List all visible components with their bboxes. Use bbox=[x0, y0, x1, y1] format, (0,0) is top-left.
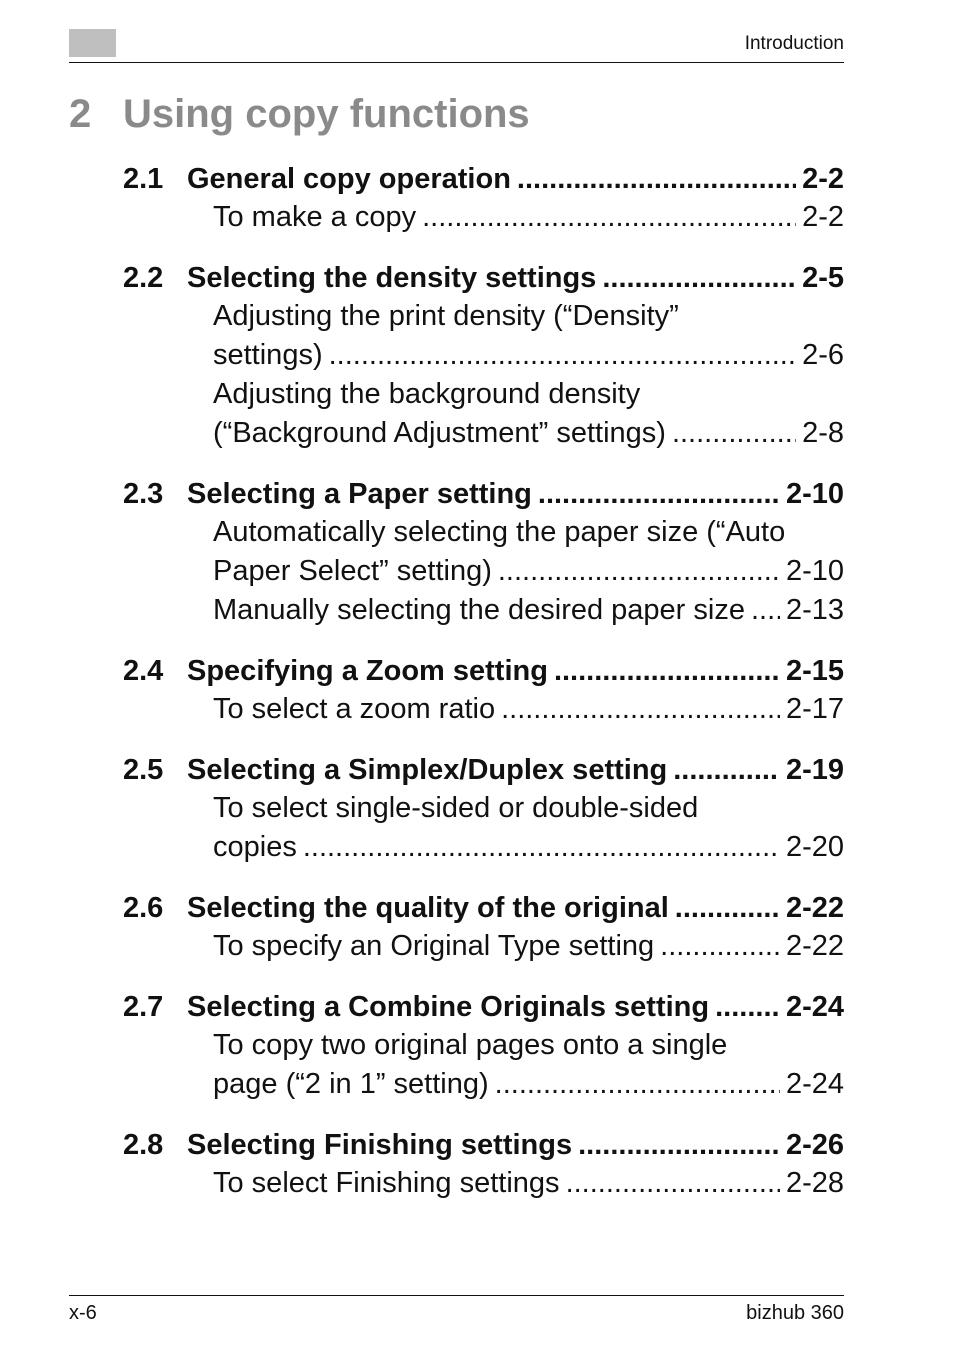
toc-subsection-list bbox=[213, 690, 844, 729]
dot-leader bbox=[602, 259, 796, 297]
toc-subsection-entry[interactable] bbox=[213, 297, 844, 375]
section-page: 2-22 bbox=[785, 892, 844, 924]
subsection-title: To make a copy bbox=[213, 201, 417, 233]
header-rule bbox=[69, 62, 844, 63]
section-number: 2.8 bbox=[123, 1129, 164, 1161]
dot-leader bbox=[578, 1126, 780, 1164]
subsection-row bbox=[213, 828, 844, 867]
section-title: Selecting the quality of the original bbox=[187, 892, 669, 924]
toc-subsection-entry[interactable] bbox=[213, 513, 844, 591]
toc-subsection-entry[interactable] bbox=[213, 591, 844, 630]
section-page: 2-24 bbox=[785, 991, 844, 1023]
toc-subsection-entry[interactable] bbox=[213, 789, 844, 867]
chapter-heading bbox=[69, 92, 530, 137]
toc-subsection-list bbox=[213, 198, 844, 237]
section-page: 2-15 bbox=[785, 655, 844, 687]
running-header: Introduction bbox=[744, 33, 844, 54]
toc-subsection-entry[interactable] bbox=[213, 690, 844, 729]
subsection-page: 2-8 bbox=[802, 417, 844, 449]
subsection-title-line: Adjusting the print density (“Density” bbox=[213, 300, 679, 332]
subsection-row bbox=[213, 690, 844, 729]
section-page: 2-5 bbox=[802, 262, 844, 294]
section-number: 2.3 bbox=[123, 478, 164, 510]
page-number: x-6 bbox=[69, 1302, 97, 1324]
toc-section bbox=[123, 988, 844, 1104]
subsection-row bbox=[213, 414, 844, 453]
subsection-page: 2-20 bbox=[785, 831, 844, 863]
section-title: Selecting a Paper setting bbox=[187, 478, 532, 510]
toc-subsection-entry[interactable] bbox=[213, 198, 844, 237]
section-title: Selecting the density settings bbox=[187, 262, 597, 294]
section-title: Specifying a Zoom setting bbox=[187, 655, 548, 687]
toc-section-entry[interactable] bbox=[123, 988, 844, 1026]
dot-leader bbox=[501, 690, 780, 729]
header-marker-box bbox=[69, 29, 116, 57]
toc-section-entry[interactable] bbox=[123, 160, 844, 198]
toc-section bbox=[123, 259, 844, 453]
section-number: 2.7 bbox=[123, 991, 164, 1023]
toc-subsection-list bbox=[213, 513, 844, 630]
dot-leader bbox=[498, 552, 780, 591]
subsection-title: To specify an Original Type setting bbox=[213, 930, 655, 962]
section-page: 2-26 bbox=[785, 1129, 844, 1161]
chapter-title: Using copy functions bbox=[123, 92, 530, 136]
dot-leader bbox=[303, 828, 780, 867]
toc-section-entry[interactable] bbox=[123, 751, 844, 789]
dot-leader bbox=[495, 1065, 780, 1104]
toc-subsection-entry[interactable] bbox=[213, 375, 844, 453]
dot-leader bbox=[422, 198, 796, 237]
section-title: General copy operation bbox=[187, 163, 511, 195]
subsection-page: 2-6 bbox=[802, 339, 844, 371]
subsection-title-line: To select single-sided or double-sided bbox=[213, 792, 699, 824]
subsection-page: 2-17 bbox=[785, 693, 844, 725]
subsection-page: 2-28 bbox=[785, 1167, 844, 1199]
subsection-page: 2-24 bbox=[785, 1068, 844, 1100]
toc-subsection-list bbox=[213, 1164, 844, 1203]
subsection-title: To select a zoom ratio bbox=[213, 693, 496, 725]
dot-leader bbox=[715, 988, 780, 1026]
section-number: 2.4 bbox=[123, 655, 164, 687]
toc-section bbox=[123, 1126, 844, 1203]
section-page: 2-10 bbox=[785, 478, 844, 510]
dot-leader bbox=[660, 927, 780, 966]
dot-leader bbox=[675, 889, 780, 927]
section-title: Selecting a Simplex/Duplex setting bbox=[187, 754, 668, 786]
toc-subsection-list bbox=[213, 297, 844, 453]
subsection-row bbox=[213, 591, 844, 630]
dot-leader bbox=[517, 160, 796, 198]
subsection-title: copies bbox=[213, 831, 297, 863]
table-of-contents bbox=[123, 160, 844, 1225]
section-title: Selecting a Combine Originals setting bbox=[187, 991, 710, 1023]
subsection-row bbox=[213, 552, 844, 591]
dot-leader bbox=[673, 751, 780, 789]
subsection-page: 2-10 bbox=[785, 555, 844, 587]
subsection-row bbox=[213, 1065, 844, 1104]
section-page: 2-2 bbox=[802, 163, 844, 195]
footer-rule bbox=[69, 1295, 844, 1296]
dot-leader bbox=[751, 591, 780, 630]
subsection-row bbox=[213, 927, 844, 966]
dot-leader bbox=[329, 336, 796, 375]
toc-section-entry[interactable] bbox=[123, 259, 844, 297]
subsection-title: (“Background Adjustment” settings) bbox=[213, 417, 666, 449]
subsection-row bbox=[213, 198, 844, 237]
subsection-row bbox=[213, 1164, 844, 1203]
toc-subsection-entry[interactable] bbox=[213, 927, 844, 966]
subsection-title-line: Automatically selecting the paper size (“Auto bbox=[213, 516, 786, 548]
section-number: 2.1 bbox=[123, 163, 164, 195]
toc-section bbox=[123, 160, 844, 237]
toc-section-entry[interactable] bbox=[123, 475, 844, 513]
dot-leader bbox=[672, 414, 796, 453]
section-title: Selecting Finishing settings bbox=[187, 1129, 573, 1161]
toc-section-entry[interactable] bbox=[123, 1126, 844, 1164]
section-page: 2-19 bbox=[785, 754, 844, 786]
subsection-page: 2-13 bbox=[785, 594, 844, 626]
toc-subsection-list bbox=[213, 789, 844, 867]
subsection-page: 2-22 bbox=[785, 930, 844, 962]
subsection-page: 2-2 bbox=[802, 201, 844, 233]
section-number: 2.5 bbox=[123, 754, 164, 786]
toc-section-entry[interactable] bbox=[123, 652, 844, 690]
toc-section bbox=[123, 475, 844, 630]
toc-section-entry[interactable] bbox=[123, 889, 844, 927]
subsection-row bbox=[213, 336, 844, 375]
product-name: bizhub 360 bbox=[746, 1302, 844, 1324]
dot-leader bbox=[566, 1164, 780, 1203]
subsection-title: To select Finishing settings bbox=[213, 1167, 560, 1199]
subsection-title: page (“2 in 1” setting) bbox=[213, 1068, 489, 1100]
subsection-title: settings) bbox=[213, 339, 323, 371]
toc-subsection-list bbox=[213, 1026, 844, 1104]
toc-section bbox=[123, 751, 844, 867]
section-number: 2.2 bbox=[123, 262, 164, 294]
toc-subsection-entry[interactable] bbox=[213, 1164, 844, 1203]
subsection-title-line: To copy two original pages onto a single bbox=[213, 1029, 728, 1061]
toc-subsection-list bbox=[213, 927, 844, 966]
dot-leader bbox=[538, 475, 780, 513]
section-number: 2.6 bbox=[123, 892, 164, 924]
subsection-title: Manually selecting the desired paper size bbox=[213, 594, 745, 626]
chapter-number: 2 bbox=[69, 92, 92, 136]
subsection-title-line: Adjusting the background density bbox=[213, 378, 641, 410]
toc-section bbox=[123, 889, 844, 966]
toc-section bbox=[123, 652, 844, 729]
dot-leader bbox=[554, 652, 780, 690]
toc-subsection-entry[interactable] bbox=[213, 1026, 844, 1104]
subsection-title: Paper Select” setting) bbox=[213, 555, 492, 587]
